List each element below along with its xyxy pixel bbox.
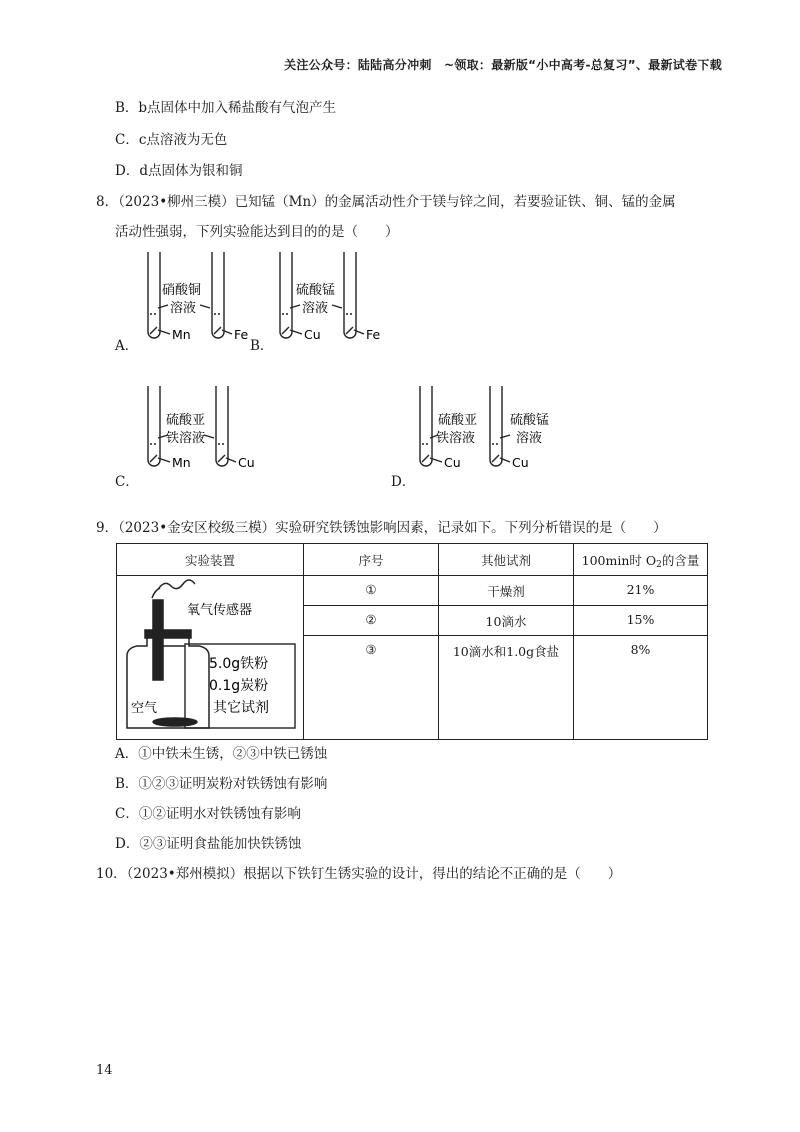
- q7-option-b: B．b点固体中加入稀盐酸有气泡产生: [115, 100, 337, 116]
- metal-strip-right: [214, 327, 221, 334]
- solution-label-1: 硝酸铜: [162, 283, 202, 298]
- metal-label-right: Cu: [238, 455, 255, 470]
- solution-label-2: 溶液: [170, 301, 197, 316]
- apparatus-diagram: [117, 576, 303, 739]
- seq-cell: ②: [304, 606, 439, 636]
- test-tube-right: [212, 252, 224, 338]
- solution-label-2: 铁溶液: [166, 431, 206, 446]
- powder-mixture: [153, 718, 197, 726]
- metal-label-left: Mn: [172, 455, 191, 470]
- page-header: 关注公众号：陆陆高分冲刺 ~领取：最新版“小中高考-总复习”、最新试卷下载: [284, 58, 722, 72]
- stopper: [145, 630, 191, 638]
- test-tube-right: [344, 252, 356, 338]
- metal-label-right: Cu: [512, 455, 529, 470]
- metal-label-left: Cu: [444, 455, 461, 470]
- q8-option-c-letter: C．: [115, 474, 139, 490]
- table-row: [117, 576, 708, 606]
- right-solution-label-2: 溶液: [516, 431, 543, 446]
- solution-label-1: 硫酸锰: [296, 283, 336, 298]
- metal-strip-left: [150, 327, 157, 334]
- o2-cell: 8%: [574, 636, 708, 740]
- metal-label-left: Cu: [304, 327, 321, 342]
- q7-option-c: C．c点溶液为无色: [115, 132, 228, 148]
- left-solution-label-2: 铁溶液: [436, 431, 476, 446]
- apparatus-cell: [117, 576, 304, 740]
- reagent-cell: 干燥剂: [439, 576, 574, 606]
- header-reagent: 其他试剂: [439, 544, 574, 576]
- page-number: 14: [96, 1063, 113, 1078]
- q8-stem-line1: 8．（2023•柳州三模）已知锰（Mn）的金属活动性介于镁与锌之间，若要验证铁、铜、锰的金属: [96, 194, 676, 210]
- solution-label-1: 硫酸亚: [166, 413, 206, 428]
- header-seq: 序号: [304, 544, 439, 576]
- header-o2: 100min时 $O_2$的含量: [574, 544, 708, 576]
- q9-option-a: A．①中铁未生锈，②③中铁已锈蚀: [115, 746, 328, 762]
- sensor-wire: [159, 580, 195, 589]
- o2-cell: 15%: [574, 606, 708, 636]
- q8-option-a-letter: A．: [115, 338, 139, 354]
- q8-option-a-figure: [140, 250, 260, 350]
- test-tube-left: [148, 252, 160, 338]
- right-solution-label-1: 硫酸锰: [510, 413, 550, 428]
- reagent-cell: 10滴水和1.0g食盐: [439, 636, 574, 740]
- o2-cell: 21%: [574, 576, 708, 606]
- header-apparatus: 实验装置: [117, 544, 304, 576]
- sensor-label: 氧气传感器: [187, 603, 253, 618]
- q10-stem: 10．（2023•郑州模拟）根据以下铁钉生锈实验的设计，得出的结论不正确的是（ ）: [96, 866, 622, 882]
- q9-option-c: C．①②证明水对铁锈蚀有影响: [115, 806, 301, 822]
- other-reagent-label: 其它试剂: [213, 700, 269, 716]
- carbon-powder-label: 0.1g炭粉: [209, 678, 269, 694]
- seq-cell: ①: [304, 576, 439, 606]
- q8-option-b-letter: B．: [250, 338, 274, 354]
- metal-label-right: Fe: [366, 327, 381, 342]
- q9-experiment-table: [116, 543, 708, 740]
- seq-cell: ③: [304, 636, 439, 740]
- solution-label-2: 溶液: [302, 301, 329, 316]
- q9-stem: 9．（2023•金安区校级三模）实验研究铁锈蚀影响因素，记录如下。下列分析错误的是（ ）: [96, 520, 667, 536]
- q7-option-d: D．d点固体为银和铜: [115, 163, 243, 179]
- reagent-cell: 10滴水: [439, 606, 574, 636]
- sensor-probe: [153, 600, 163, 680]
- q9-option-b: B．①②③证明炭粉对铁锈蚀有影响: [115, 776, 328, 792]
- left-solution-label-1: 硫酸亚: [438, 413, 478, 428]
- q8-option-d-figure: [412, 384, 572, 484]
- air-label: 空气: [131, 701, 158, 716]
- q8-stem-line2: 活动性强弱，下列实验能达到目的的是（ ）: [115, 224, 399, 240]
- q9-option-d: D．②③证明食盐能加快铁锈蚀: [115, 836, 302, 852]
- metal-label-left: Mn: [172, 327, 191, 342]
- test-tube-left: [280, 252, 292, 338]
- metal-label-right: Fe: [234, 327, 249, 342]
- q8-option-d-letter: D．: [391, 474, 416, 490]
- q8-option-c-figure: [140, 384, 270, 484]
- iron-powder-label: 5.0g铁粉: [209, 656, 269, 672]
- q8-option-b-figure: [272, 250, 392, 350]
